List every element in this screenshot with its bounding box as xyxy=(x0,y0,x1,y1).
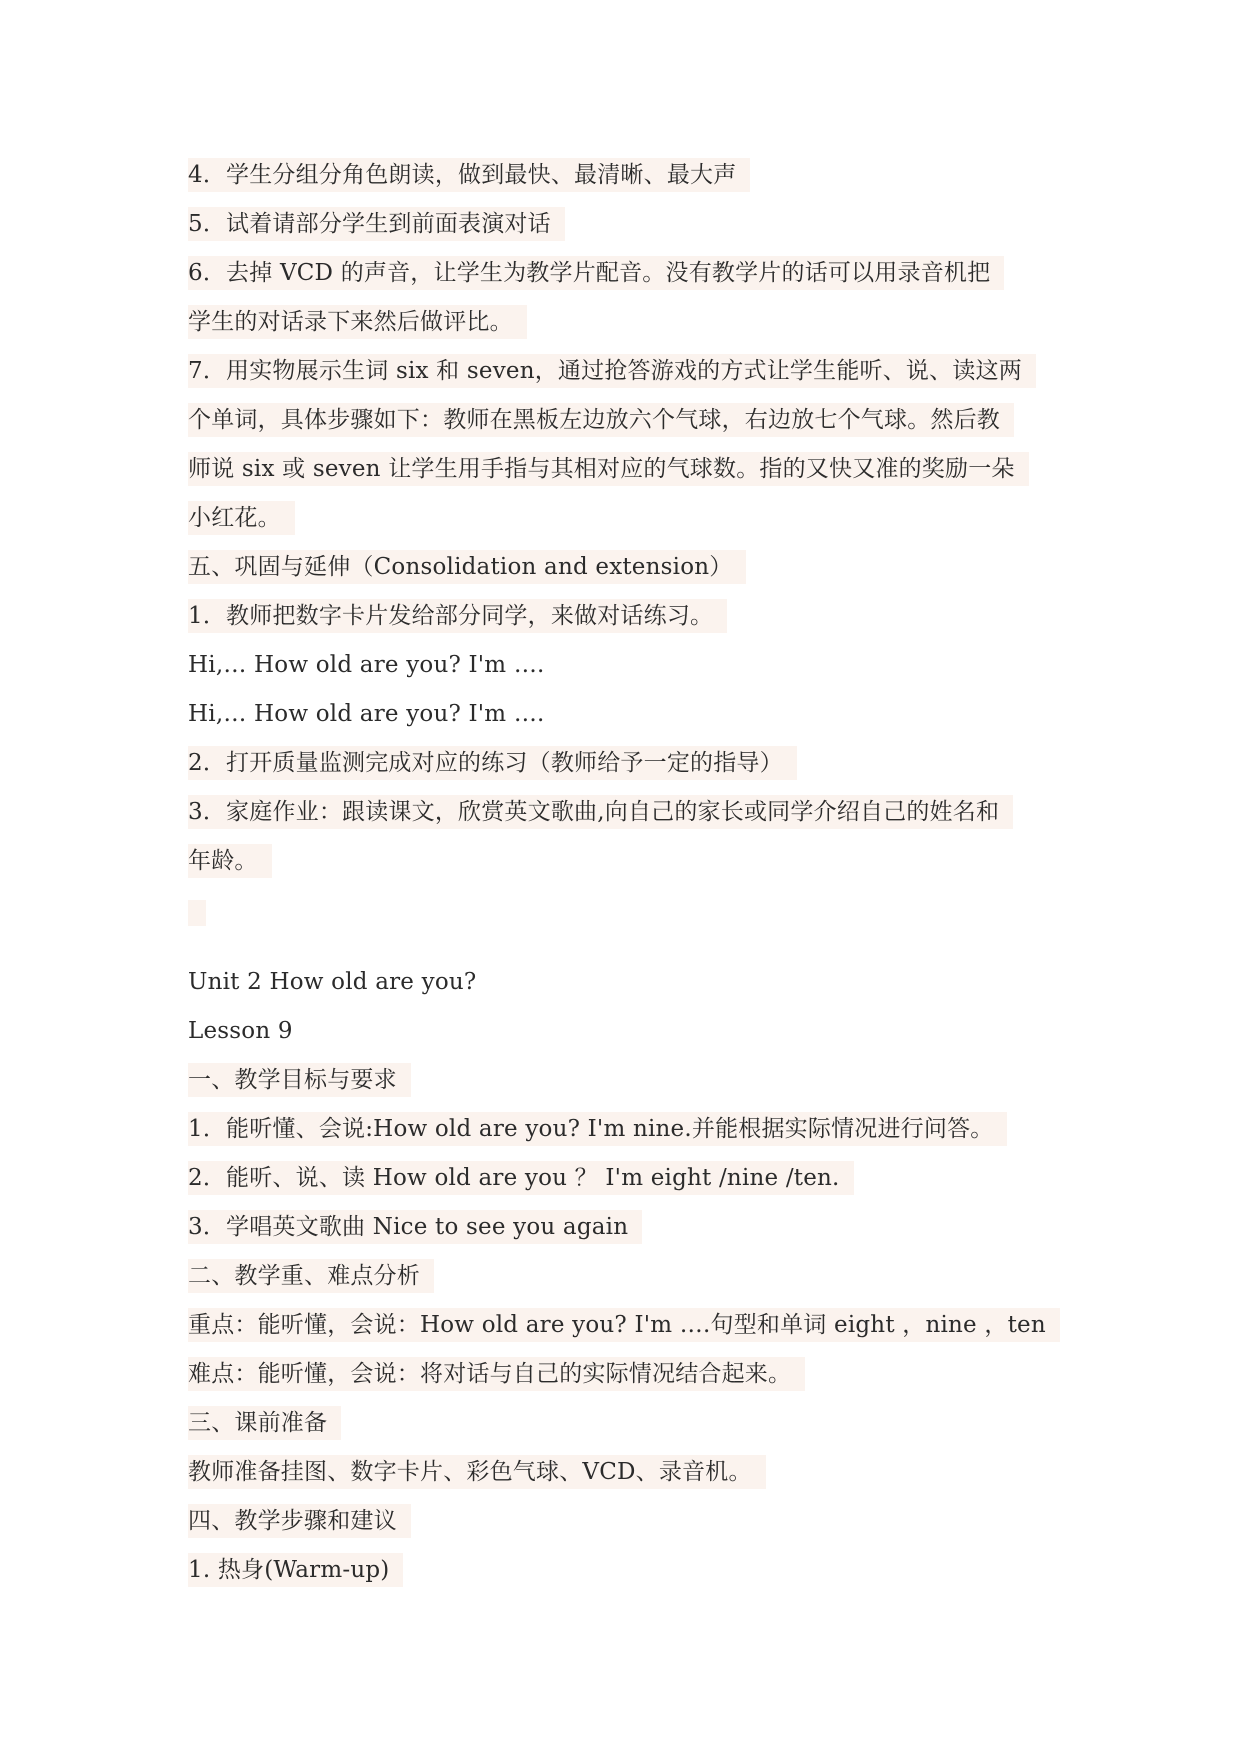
section-heading-consolidation: 五、巩固与延伸（Consolidation and extension） xyxy=(188,550,746,584)
empty-paragraph-mark xyxy=(188,900,206,926)
text-line-consolidation-3: 3．家庭作业：跟读课文，欣赏英文歌曲,向自己的家长或同学介绍自己的姓名和 xyxy=(188,795,1013,829)
unit-title: Unit 2 How old are you? xyxy=(188,969,477,995)
dialogue-line-1: Hi,… How old are you? I'm …. xyxy=(188,652,545,678)
text-line-step-7: 7．用实物展示生词 six 和 seven，通过抢答游戏的方式让学生能听、说、读这两 xyxy=(188,354,1036,388)
text-line-step-5: 5．试着请部分学生到前面表演对话 xyxy=(188,207,565,241)
text-line-preparation: 教师准备挂图、数字卡片、彩色气球、VCD、录音机。 xyxy=(188,1455,766,1489)
lesson-title: Lesson 9 xyxy=(188,1018,293,1044)
text-line-consolidation-2: 2．打开质量监测完成对应的练习（教师给予一定的指导） xyxy=(188,746,797,780)
text-line-difficult-point: 难点：能听懂，会说：将对话与自己的实际情况结合起来。 xyxy=(188,1357,805,1391)
text-line-objective-2: 2．能听、说、读 How old are you ？ I'm eight /nine /ten. xyxy=(188,1161,854,1195)
text-line-step-6: 6．去掉 VCD 的声音，让学生为教学片配音。没有教学片的话可以用录音机把 xyxy=(188,256,1004,290)
section-heading-steps: 四、教学步骤和建议 xyxy=(188,1504,411,1538)
text-line-key-point: 重点：能听懂，会说：How old are you? I'm ….句型和单词 eight ，nine ，ten xyxy=(188,1308,1060,1342)
section-heading-preparation: 三、课前准备 xyxy=(188,1406,341,1440)
text-line-consolidation-3-cont: 年龄。 xyxy=(188,844,272,878)
text-line-step-7-cont-1: 个单词，具体步骤如下：教师在黑板左边放六个气球，右边放七个气球。然后教 xyxy=(188,403,1014,437)
text-line-warm-up: 1. 热身(Warm-up) xyxy=(188,1553,403,1587)
text-line-consolidation-1: 1．教师把数字卡片发给部分同学，来做对话练习。 xyxy=(188,599,727,633)
text-line-step-4: 4．学生分组分角色朗读，做到最快、最清晰、最大声 xyxy=(188,158,750,192)
text-line-step-7-cont-2: 师说 six 或 seven 让学生用手指与其相对应的气球数。指的又快又准的奖励一朵 xyxy=(188,452,1029,486)
text-line-step-6-cont: 学生的对话录下来然后做评比。 xyxy=(188,305,527,339)
text-line-step-7-cont-3: 小红花。 xyxy=(188,501,295,535)
section-heading-key-points: 二、教学重、难点分析 xyxy=(188,1259,434,1293)
text-line-objective-1: 1．能听懂、会说:How old are you? I'm nine.并能根据实际情况进行问答。 xyxy=(188,1112,1007,1146)
section-heading-objectives: 一、教学目标与要求 xyxy=(188,1063,411,1097)
text-line-objective-3: 3．学唱英文歌曲 Nice to see you again xyxy=(188,1210,642,1244)
dialogue-line-2: Hi,… How old are you? I'm …. xyxy=(188,701,545,727)
